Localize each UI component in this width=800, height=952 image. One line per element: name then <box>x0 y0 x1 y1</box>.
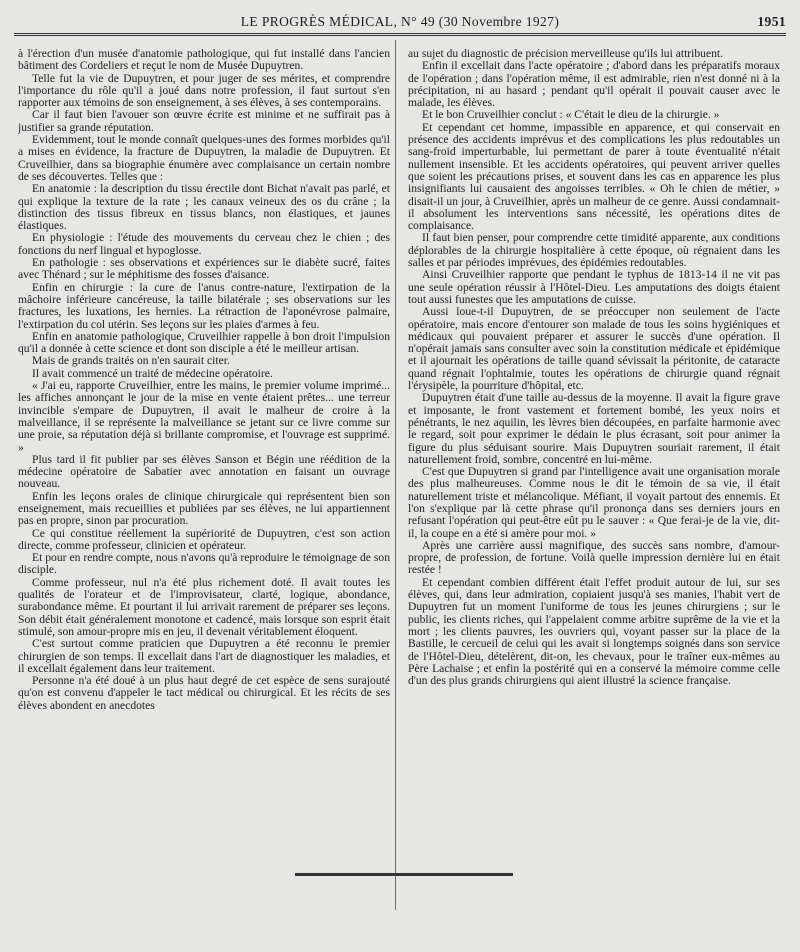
paragraph: Evidemment, tout le monde connaît quelques-unes des formes morbides qu'il a mises en évidence, la fracture de Dupuytren, la maladie de Dupuytren. Et Cruveilhier, dans sa biographie énumère avec complaisance un certain nombre de ses découvertes. Telles que : <box>18 133 390 183</box>
paragraph: Enfin il excellait dans l'acte opératoire ; d'abord dans les préparatifs moraux de l'opération ; dans l'opération même, il est admirable, rien n'est donné ni à la précipitation, ni au hasard ; pendant qu'il opérait il pouvait causer avec le malade, les élèves. <box>408 59 780 110</box>
paragraph: Mais de grands traités on n'en saurait citer. <box>32 354 230 368</box>
paragraph: « J'ai eu, rapporte Cruveilhier, entre les mains, le premier volume imprimé... les affiches annonçant le jour de la mise en vente étaient prêtes... une terreur invincible s'empare de Dupuytren, il avait le malheur de croire à la malveillance, il se représente la malveillance se jetant sur ce livre comme sur une proie, sa réputation déjà si brillante compromise, et l'ouvrage est supprimé. » <box>18 379 390 454</box>
paragraph: Il faut bien penser, pour comprendre cette timidité apparente, aux conditions déplorables de la chirurgie hospitalière à cette époque, où régnaient dans les salles et par périodes imprévues, des épidémies redoutables. <box>408 231 780 270</box>
paragraph: C'est que Dupuytren si grand par l'intelligence avait une organisation morale des plus malheureuses. Comme nous le dit le témoin de sa vie, il était naturellement triste et mélancolique. Méfiant, il voyait partout des ennemis. Et l'on s'explique par là cette phrase qu'il prononça dans ses derniers jours en refusant l'opération qui peut-être eût pu le sauver : « Que ferai-je de la vie, dit-il, la coupe en a été si amère pour moi. » <box>408 465 780 540</box>
paragraph: Plus tard il fit publier par ses élèves Sanson et Bégin une réédition de la médecine opératoire de Sabatier avec annotation en faisant un ouvrage nouveau. <box>18 452 390 491</box>
running-title: LE PROGRÈS MÉDICAL, N° 49 (30 Novembre 1927) <box>240 14 560 29</box>
paragraph: Personne n'a été doué à un plus haut degré de cet espèce de sens surajouté qu'on est convenu d'appeler le tact médical ou chirurgical. Et les récits de ses élèves abondent en anecdotes <box>18 674 390 712</box>
page-number: 1951 <box>757 14 786 29</box>
paragraph: Aussi loue-t-il Dupuytren, de se préoccuper non seulement de l'acte opératoire, mais encore d'entourer son malade de tous les soins hygiéniques et médicaux qui pouvaient préparer et assurer le succès d'une opération. Il n'opérait jamais sans consulter avec soin la constitution médicale et épidémique et il ajournait les opérations de taille quand sévissait la péritonite, de cataracte quand régnait l'ophtalmie, toutes les opérations de chirurgie quand régnait l'érysipèle, la pourriture d'hôpital, etc. <box>408 305 780 393</box>
paragraph: à l'érection d'un musée d'anatomie pathologique, qui fut installé dans l'ancien bâtiment des Cordeliers et reçut le nom de Musée Dupuytren. <box>18 48 390 73</box>
paragraph: Il avait commencé un traité de médecine opératoire. <box>32 366 273 380</box>
paragraph: Enfin en anatomie pathologique, Cruveilhier rappelle à bon droit l'impulsion qu'il a donnée à cette science et dont son disciple a été le meilleur artisan. <box>18 329 390 356</box>
column-divider <box>395 40 396 910</box>
page-header <box>14 8 786 36</box>
paragraph: Ainsi Cruveilhier rapporte que pendant le typhus de 1813-14 il ne vit pas une seule opération réussir à l'Hôtel-Dieu. Les amputations des doigts étaient tout aussi funestes que les amputations de cuisse. <box>408 268 780 306</box>
right-column <box>408 48 780 898</box>
paragraph: Ce qui constitue réellement la supériorité de Dupuytren, c'est son action directe, comme professeur, clinicien et opérateur. <box>18 526 390 552</box>
paragraph: Enfin en chirurgie : la cure de l'anus contre-nature, l'extirpation de la mâchoire inférieure cancéreuse, la taille bilatérale ; ses observations sur les fractures, les luxations, les hernies. La rétraction de l'aponévrose palmaire, l'extirpation du col utérin. Ses leçons sur les plaies d'armes à feu. <box>18 280 390 331</box>
paragraph: Et le bon Cruveilhier conclut : « C'était le dieu de la chirurgie. » <box>422 108 720 122</box>
paragraph: Et cependant combien différent était l'effet produit autour de lui, sur ses élèves, qui, dans leur admiration, copiaient jusqu'à ses manies, l'habit vert de Dupuytren fut un moment l'uniforme de tous les jeunes chirurgiens ; sur le public, les clients riches, qui l'appelaient comme arbitre suprême de la vie et la mort ; les clients pauvres, les ouvriers qui, voyant passer sur la place de la Bastille, le cercueil de celui qui les avait si longtemps soignés dans son service de l'Hôtel-Dieu, dételèrent, dit-on, les chevaux, pour le traîner eux-mêmes au Père Lachaise ; et enfin la postérité qui en a conservé la mémoire comme celle d'un des plus grands chirurgiens qui aient illustré la science française. <box>408 575 780 688</box>
paragraph: C'est surtout comme praticien que Dupuytren a été reconnu le premier chirurgien de son temps. Il excellait dans l'art de diagnostiquer les maladies, et il excellait également dans leur traitement. <box>18 637 390 675</box>
paragraph: Et pour en rendre compte, nous n'avons qu'à reproduire le témoignage de son disciple. <box>18 551 390 577</box>
header-rule <box>14 33 786 36</box>
paragraph: Comme professeur, nul n'a été plus richement doté. Il avait toutes les qualités de l'orateur et de l'improvisateur, clarté, logique, abondance, surabondance même. Et pourtant il lui arrivait rarement de préparer ses leçons. Son débit était généralement monotone et cadencé, mais lorsque son esprit était stimulé, son amour-propre mis en jeu, il devenait véritablement éloquent. <box>18 575 390 638</box>
paragraph: Après une carrière aussi magnifique, des succès sans nombre, d'amour-propre, de profession, de fortune. Voilà quelle impression dernière lui en était restée ! <box>408 538 780 577</box>
paragraph: Car il faut bien l'avouer son œuvre écrite est minime et ne suffirait pas à justifier sa grande réputation. <box>18 108 390 134</box>
paragraph: Et cependant cet homme, impassible en apparence, et qui conservait en présence des accidents imprévus et des complications les plus redoutables un sang-froid imperturbable, lui permettant de parer à toute éventualité n'était nullement insensible. Et les accidents opératoires, qui peuvent arriver quelles que soient les précautions prises, et souvent dans les cas en apparence les plus insignifiants lui causaient des angoisses terribles. « Oh le chien de métier, » disait-il un jour, à Cruveilhier, après un malheur de ce genre. Aussi condamnait-il absolument les interventions sans nécessité, les opérations dites de complaisance. <box>408 120 780 233</box>
paragraph: Telle fut la vie de Dupuytren, et pour juger de ses mérites, et comprendre l'importance du rôle qu'il a joué dans notre profession, il faut surtout s'en rapporter aux témoins de son enseignement, à ses élèves, à ses contemporains. <box>18 71 390 110</box>
paragraph: Dupuytren était d'une taille au-dessus de la moyenne. Il avait la figure grave et imposante, le front vastement et fortement bombé, les yeux noirs et pénétrants, le nez aquilin, les lèvres bien découpées, en parfaite harmonie avec le regard, soit pour exprimer le dédain le plus écrasant, soit pour animer la figure du plus séduisant sourire. Mais Dupuytren souriait rarement, il était naturellement froid, sombre, concentré en lui-même. <box>408 391 780 466</box>
end-rule <box>295 873 513 876</box>
paragraph: En physiologie : l'étude des mouvements du cerveau chez le chien ; des fonctions du nerf lingual et hypoglosse. <box>18 231 390 257</box>
left-column <box>18 48 390 898</box>
paragraph: Enfin les leçons orales de clinique chirurgicale qui représentent bien son enseignement, mais recueillies et publiées par ses élèves, ne lui appartiennent pas en propre, sinon par procuration. <box>18 489 390 528</box>
paragraph: au sujet du diagnostic de précision merveilleuse qu'ils lui attribuent. <box>408 48 724 60</box>
paragraph: En anatomie : la description du tissu érectile dont Bichat n'avait pas parlé, et qui explique la texture de la rate ; les canaux veineux des os du crâne ; la distinction des tissus fibreux en tissus blancs, non élastiques, et jaunes élastiques. <box>18 182 390 233</box>
paragraph: En pathologie : ses observations et expériences sur le diabète sucré, faites avec Thénard ; sur le méphitisme des fosses d'aisance. <box>18 256 390 282</box>
